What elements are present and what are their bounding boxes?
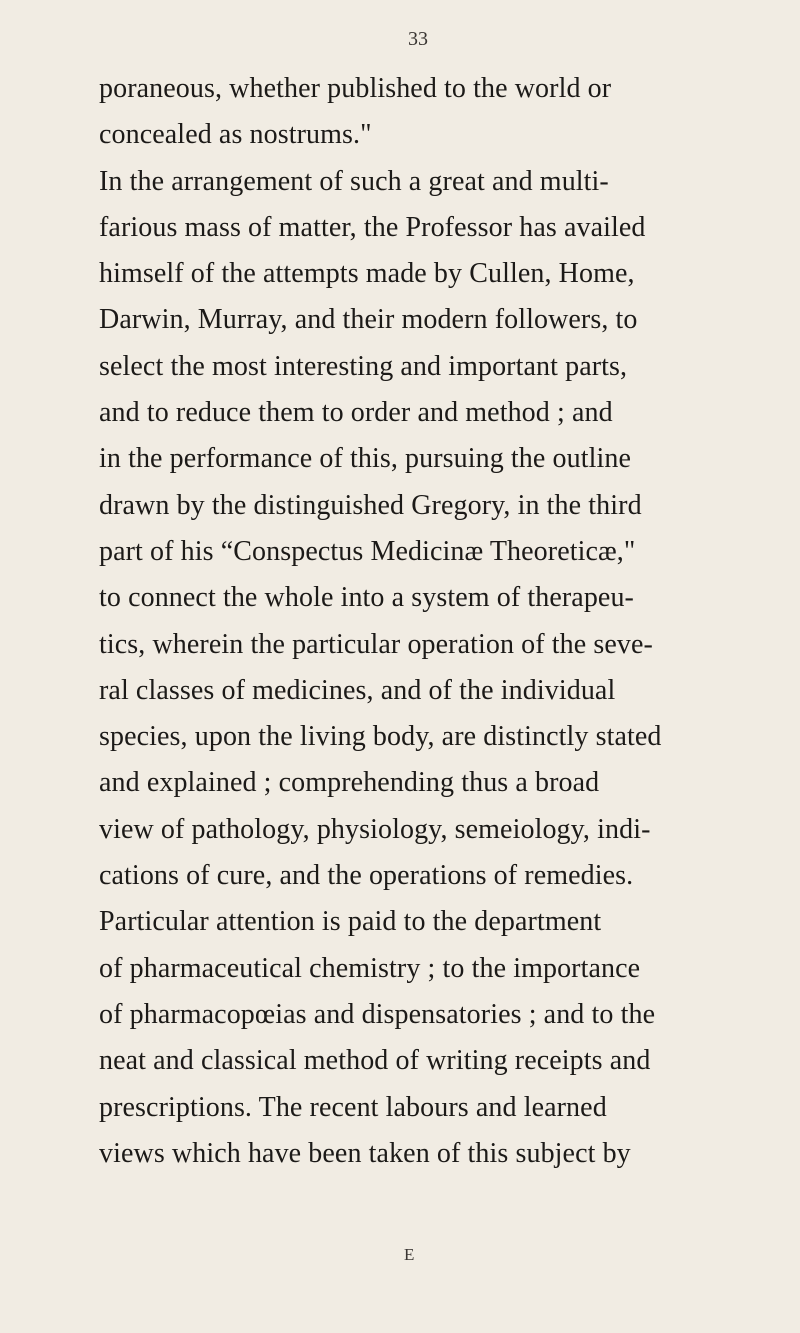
text-line: and explained ; comprehending thus a broad: [99, 767, 600, 799]
text-line: Darwin, Murray, and their modern followers, to: [99, 304, 638, 336]
text-line: ral classes of medicines, and of the individual: [99, 674, 616, 706]
text-line: himself of the attempts made by Cullen, Home,: [99, 258, 635, 290]
text-line: Particular attention is paid to the department: [99, 906, 602, 938]
text-line: in the performance of this, pursuing the outline: [99, 443, 632, 475]
text-line: tics, wherein the particular operation of the seve-: [99, 628, 653, 660]
text-line: neat and classical method of writing receipts and: [99, 1045, 651, 1077]
body-text: [99, 66, 719, 1177]
text-line: species, upon the living body, are distinctly stated: [99, 721, 662, 753]
text-line: concealed as nostrums.": [99, 119, 372, 151]
text-line: of pharmaceutical chemistry ; to the importance: [99, 952, 641, 984]
text-line: select the most interesting and important parts,: [99, 350, 628, 382]
text-line: farious mass of matter, the Professor has availed: [99, 211, 646, 243]
text-line: cations of cure, and the operations of remedies.: [99, 860, 634, 892]
text-line: In the arrangement of such a great and multi-: [99, 165, 609, 197]
text-line: and to reduce them to order and method ; and: [99, 397, 613, 429]
text-line: part of his “Conspectus Medicinæ Theoreticæ,": [99, 535, 636, 567]
text-line: to connect the whole into a system of therapeu-: [99, 582, 634, 614]
text-line: prescriptions. The recent labours and learned: [99, 1091, 607, 1123]
text-line: poraneous, whether published to the world or: [99, 73, 612, 104]
text-line: of pharmacopœias and dispensatories ; and to the: [99, 998, 656, 1030]
text-line: drawn by the distinguished Gregory, in the third: [99, 489, 642, 521]
signature-mark: E: [404, 1245, 415, 1264]
page-number: 33: [408, 28, 428, 50]
text-line: views which have been taken of this subject by: [99, 1137, 631, 1169]
text-line: view of pathology, physiology, semeiology, indi-: [99, 813, 651, 845]
